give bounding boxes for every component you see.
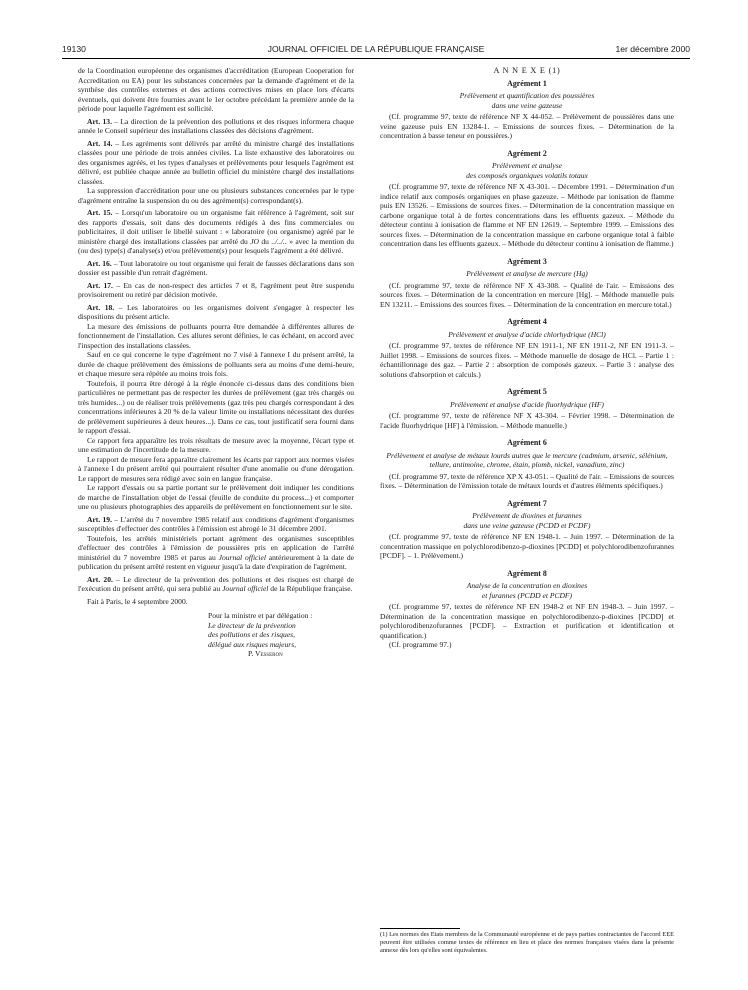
agrement-2-text: (Cf. programme 97, texte de référence NF X 43-301. – Décembre 1991. – Détermination d'un indice relatif aux composés organiques en phase gazeuze. – Méthode par ionisation de flamme puis EN 13526. – Emissions de sources fixes. – Détermination de la concentration massique en carbone organique total à de fortes concentrations dans les effluents gazeux. – Méthode du détecteur continu à ionisation de flamme et NF EN 12619. – Septembre 1999. – Emissions des sources fixes. – Détermination de la concentration massique en carbone organique total à faible concentration dans les effluents gazeux. – Méthode du détecteur continu à ionisation de flamme.): [380, 182, 674, 248]
agrement-5-subtitle: Prélèvement et analyse d'acide fluorhydrique (HF): [450, 399, 604, 409]
agrement-6-text: (Cf. programme 97, texte de référence XP X 43-051. – Qualité de l'air. – Emissions de sources fixes. – Détermination de l'émission totale de métaux lourds et d'autres éléments spécifiques.): [380, 471, 674, 490]
agrement-3-text: (Cf. programme 97, texte de référence NF X 43-308. – Qualité de l'air. – Emissions des sources fixes. – Détermination de la concentration en mercure [Hg]. – Méthode manuelle puis EN 13211. – Emissions des sources fixes. – Détermination de la concentration en mercure total.): [380, 280, 674, 309]
footnote-rule: [380, 928, 460, 929]
article-text: de la République française.: [268, 584, 353, 593]
agrement-3-title: Agrément 3: [507, 256, 547, 266]
signing-place-date: Fait à Paris, le 4 septembre 2000.: [87, 596, 188, 606]
article-text: – Lorsqu'un laboratoire ou un organisme fait référence à l'agrément, soit sur des rapports d'essais, soit dans des documents rédigés à des fins commerciales ou publicitaires, il doit utiliser le libellé suivant : « laboratoire (ou organisme) agréé par le ministère chargé des installations classées par arrêté du: [78, 208, 354, 246]
article-18: [78, 303, 354, 322]
agrement-1-subtitle: Prélèvement et quantification des poussières dans une veine gazeuse: [459, 91, 595, 110]
agrement-7-title: Agrément 7: [507, 498, 547, 508]
right-column: [380, 66, 674, 650]
left-column: [78, 66, 354, 659]
paragraph: Toutefois, il pourra être dérogé à la règle énoncée ci-dessus dans des conditions bien particulières ne permettant pas de respecter les durées de prélèvement (gaz très chargés ou très humides...) ou de réaliser trois prélèvements (gaz très peu chargés correspondant à des concentrations inférieures à 20 % de la valeur limite ou installations nécessitant des durées de prélèvement supérieures à deux heures...). Dans ce cas, tout justificatif sera fourni dans le rapport d'essai.: [78, 378, 354, 435]
article-label: Art. 19.: [87, 514, 112, 524]
signature-line: Pour la ministre et par délégation :: [208, 611, 313, 620]
article-text-italic: ../../..: [271, 236, 287, 246]
agrement-7-text: (Cf. programme 97, texte de référence NF EN 1948-1. – Juin 1997. – Détermination de la concentration massique en polychlorodibenzo-p-dioxines [PCDD] et polychlorodibenzofurannes [PCDF]. – 1. Prélèvement.): [380, 532, 674, 560]
paragraph: Le rapport de mesure fera apparaître clairement les écarts par rapport aux normes visées à l'annexe I du présent arrêté qui pourraient résulter d'une anomalie ou d'une dérogation. Le rapport de mesures sera rédigé avec soin en langue française.: [78, 454, 354, 483]
article-label: Art. 14.: [87, 138, 113, 148]
article-text: – En cas de non-respect des articles 7 et 8, l'agrément peut être suspendu provisoirement ou retiré par décision motivée.: [78, 280, 354, 299]
paragraph: La mesure des émissions de polluants pourra être demandée à différentes allures de fonctionnement de l'installation. Ces allures seront définies, le cas échéant, en accord avec l'inspection des installations classées.: [78, 321, 354, 350]
paragraph-intro: de la Coordination européenne des organismes d'accréditation (European Cooperation for Accreditation ou EA) pour les substances concernées par la demande d'agrément et de la synthèse des contrôles externes et des actions correctives mises en place lors d'écarts éventuels, qui doivent être fournies avant le 1er octobre précédant la première année de la période pour laquelle l'agrément est sollicité.: [78, 66, 354, 113]
article-14: [78, 139, 354, 187]
paragraph: Sauf en ce qui concerne le type d'agrément no 7 visé à l'annexe I du présent arrêté, la durée de chaque prélèvement des émissions de polluants sera au moins d'une demi-heure, et chaque mesure sera répétée au moins trois fois.: [78, 350, 354, 378]
header-rule: [62, 58, 690, 59]
paragraph: Le rapport d'essais ou sa partie portant sur le prélèvement doit indiquer les conditions de marche de l'installation objet de l'essai (feuille de conduite du process...) et comporter une ou plusieurs photographies des appareils de prélèvement en fonctionnement sur le site.: [78, 483, 354, 511]
article-19: [78, 515, 354, 534]
article-text: – Le directeur de la prévention des pollutions et des risques est chargé de l'exécution du présent arrêté, qui sera publié au: [78, 574, 354, 593]
agrement-8-text: (Cf. programme 97, textes de référence NF EN 1948-2 et NF EN 1948-3. – Juin 1997. – Détermination de la concentration massique en polychlorodibenzo-p-dioxines [PCDD] et polychlorodibenzofurannes [PCDF]. – Extraction et purification et identification et quantification.): [380, 602, 674, 640]
article-17: [78, 281, 354, 300]
page-number: 19130: [62, 44, 86, 54]
agrement-5-text: (Cf. programme 97, texte de référence NF X 43-304. – Février 1998. – Détermination de l'acide fluorhydrique [HF] à l'émission. – Méthode manuelle.): [380, 411, 674, 430]
running-header: [62, 44, 690, 58]
article-label: Art. 15.: [87, 208, 113, 217]
article-15: [78, 208, 354, 256]
journal-title: JOURNAL OFFICIEL DE LA RÉPUBLIQUE FRANÇAISE: [267, 44, 485, 54]
agrement-8-subtitle: Analyse de la concentration en dioxines et furannes (PCDD et PCDF): [466, 581, 588, 600]
article-label: Art. 17.: [87, 280, 113, 290]
signatory-name: P. Vesseron: [248, 649, 283, 658]
article-text: » avec la mention du (ou des) type(s) d'analyse(s) et/ou prélèvement(s) pour lesquels l'agrément a été délivré.: [78, 236, 354, 255]
agrement-4-text: (Cf. programme 97, textes de référence NF EN 1911-1, NF EN 1911-2, NF EN 1911-3. – Juillet 1998. – Emissions de sources fixes. – Méthode manuelle de dosage de HCl. – Partie 1 : échantillonnage des gaz. – Partie 2 : absorption de composés gazeux. – Partie 3 : analyse des solutions d'absorption et calculs.): [380, 341, 674, 379]
agrement-1-title: Agrément 1: [507, 78, 547, 88]
article-16: [78, 259, 354, 278]
agrement-8-title: Agrément 8: [507, 568, 547, 578]
agrement-5-title: Agrément 5: [507, 387, 547, 396]
journal-officiel-ref: Journal officiel: [222, 584, 269, 593]
agrement-4-title: Agrément 4: [507, 317, 547, 326]
signature-line: délégué aux risques majeurs,: [208, 639, 297, 649]
article-label: Art. 20.: [87, 574, 113, 584]
agrement-8-text-2: (Cf. programme 97.): [389, 640, 452, 649]
agrement-2-subtitle: Prélèvement et analyse des composés organiques volatils totaux: [466, 161, 588, 180]
agrement-6-subtitle: Prélèvement et analyse de métaux lourds autres que le mercure (cadmium, arsenic, sélénium, tellure, antimoine, chrome, étain, plomb, nickel, vanadium, zinc): [386, 450, 668, 469]
article-text: – L'arrêté du 7 novembre 1985 relatif aux conditions d'agrément d'organismes susceptibles d'effectuer des contrôles à l'émission est abrogé le 31 décembre 2001.: [78, 514, 354, 533]
footnote-text: (1) Les normes des Etats membres de la Communauté européenne et de pays parties contractantes de l'accord EEE peuvent être utilisées comme textes de référence en lieu et place des normes françaises visées dans la présente annexe dès lors qu'elles sont équivalentes.: [380, 931, 674, 954]
agrement-6-title: Agrément 6: [507, 438, 547, 447]
agrement-4-subtitle: Prélèvement et analyse d'acide chlorhydrique (HCl): [448, 329, 606, 339]
article-20: [78, 575, 354, 594]
agrement-2-title: Agrément 2: [507, 148, 547, 158]
signature-block: [208, 611, 354, 659]
signature-line: Le directeur de la prévention: [208, 620, 296, 630]
article-text: – La direction de la prévention des pollutions et des risques informera chaque année le Conseil supérieur des installations classées des décisions d'agrément.: [78, 116, 354, 135]
paragraph: Toutefois, les arrêtés ministériels portant agrément des organismes susceptibles d'effectuer des contrôles à l'émission de poussières pris en application de l'arrêté ministériel du 7 novembre 1985 et parus au Journal officiel antérieurement à la date de publication du présent arrêté restent en vigueur jusqu'à la date d'expiration de l'agrément.: [78, 533, 354, 571]
article-label: Art. 13.: [87, 116, 112, 126]
article-text: du: [259, 236, 272, 246]
issue-date: 1er décembre 2000: [615, 44, 690, 54]
article-13: [78, 117, 354, 136]
paragraph: Ce rapport fera apparaître les trois résultats de mesure avec la moyenne, l'écart type et une estimation de l'incertitude de la mesure.: [78, 435, 354, 454]
article-label: Art. 16.: [87, 258, 112, 268]
agrement-3-subtitle: Prélèvement et analyse de mercure (Hg): [466, 269, 588, 278]
footnote: [380, 931, 674, 954]
agrement-7-subtitle: Prélèvement de dioxines et furannes dans une veine gazeuse (PCDD et PCDF): [463, 511, 591, 530]
signature-line: des pollutions et des risques,: [208, 630, 295, 639]
paragraph: La suppression d'accréditation pour une ou plusieurs substances concernées par le type d'agrément entraîne la suspension du ou des agrément(s) correspondant(s).: [78, 186, 354, 205]
article-text-italic: JO: [250, 236, 260, 246]
article-label: Art. 18.: [87, 302, 115, 312]
article-text: – Tout laboratoire ou tout organisme qui ferait de fausses déclarations dans son dossier est passible d'un retrait d'agrément.: [78, 258, 354, 277]
annexe-title: A N N E X E (1): [493, 66, 561, 75]
article-text: – Les agréments sont délivrés par arrêté du ministre chargé des installations classées pour une période de trois années civiles. La liste exhaustive des laboratoires ou des organismes agréés, et les types d'analyses et prélèvements pour lesquels l'agrément est délivré, est publiée chaque année au bulletin officiel du ministère chargé des installations classées.: [78, 138, 354, 186]
journal-officiel-ref: Journal officiel: [218, 552, 266, 562]
article-text: – Les laboratoires ou les organismes doivent s'engager à respecter les dispositions du présent article.: [78, 302, 354, 321]
agrement-1-text: (Cf. programme 97, texte de référence NF X 44-052. – Prélèvement de poussières dans une veine gazeuse puis EN 13284-1. – Emissions de sources fixes. – Détermination de la concentration à basse teneur en poussières.): [380, 112, 674, 140]
